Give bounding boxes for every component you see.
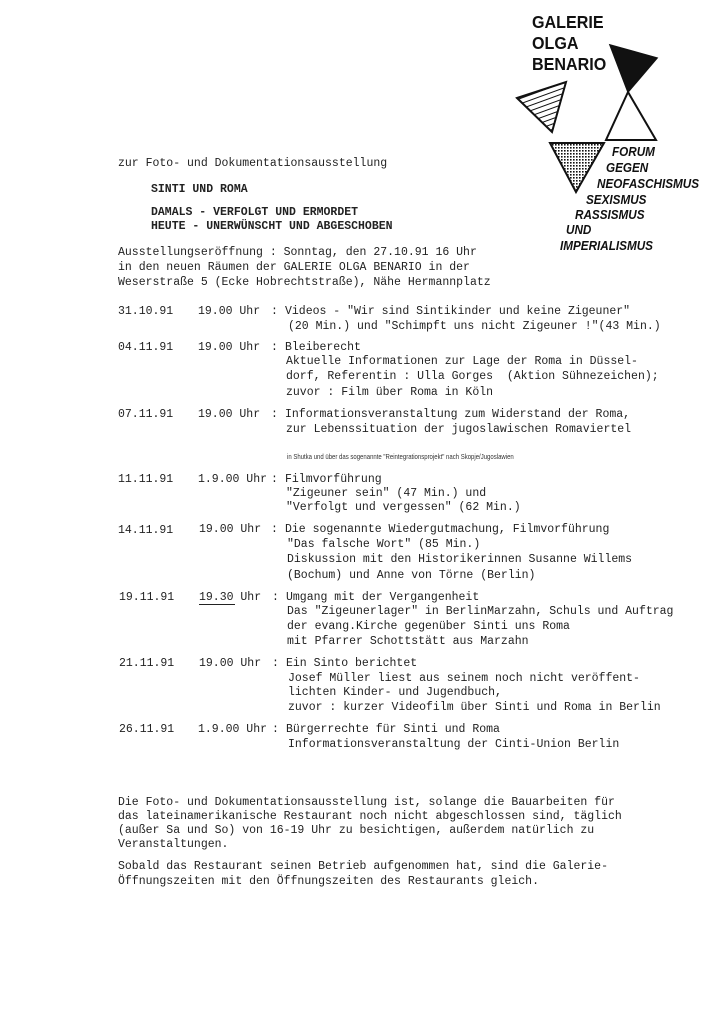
event-time: 19.00 Uhr [199, 523, 262, 536]
event-line: "Zigeuner sein" (47 Min.) und [286, 487, 487, 500]
event-line: zuvor : Film über Roma in Köln [286, 386, 494, 399]
forum-line-7: IMPERIALISMUS [560, 238, 653, 253]
event-line: Informationsveranstaltung der Cinti-Union Berlin [288, 738, 620, 751]
event-line: Umgang mit der Vergangenheit [286, 591, 480, 604]
event-date: 14.11.91 [118, 524, 174, 537]
event-time: 1.9.00 Uhr [198, 723, 268, 736]
logo-line-olga: OLGA [532, 33, 579, 53]
event-line: (Bochum) und Anne von Törne (Berlin) [287, 569, 536, 582]
event-line: zur Lebenssituation der jugoslawischen Romaviertel [286, 423, 632, 436]
event-line: Diskussion mit den Historikerinnen Susanne Willems [287, 553, 633, 566]
event-line: (20 Min.) und "Schimpft uns nicht Zigeuner !"(43 Min.) [288, 320, 661, 333]
event-line: Informationsveranstaltung zum Widerstand der Roma, [285, 408, 631, 421]
event-line: "Das falsche Wort" (85 Min.) [287, 538, 481, 551]
event-separator: : [271, 523, 278, 536]
event-line: der evang.Kirche gegenüber Sinti uns Roma [287, 620, 570, 633]
opening-line-1: Ausstellungseröffnung : Sonntag, den 27.10.91 16 Uhr [118, 246, 477, 259]
logo-line-galerie: GALERIE [532, 12, 604, 32]
event-line: Das "Zigeunerlager" in BerlinMarzahn, Schuls und Auftrag [287, 605, 674, 618]
footer-line: (außer Sa und So) von 16-19 Uhr zu besichtigen, außerdem natürlich zu [118, 824, 595, 837]
event-time: 1.9.00 Uhr [198, 473, 268, 486]
time-underline [199, 604, 235, 605]
event-date: 21.11.91 [119, 657, 175, 670]
forum-line-2: GEGEN [606, 160, 649, 175]
footer-line: Sobald das Restaurant seinen Betrieb aufgenommen hat, sind die Galerie- [118, 860, 608, 873]
event-separator: : [272, 723, 279, 736]
event-line: Ein Sinto berichtet [286, 657, 418, 670]
event-line: Bürgerrechte für Sinti und Roma [286, 723, 500, 736]
exhibition-title: SINTI UND ROMA [151, 183, 248, 196]
intro-line: zur Foto- und Dokumentationsausstellung [118, 157, 388, 170]
event-time: 19.00 Uhr [199, 657, 262, 670]
forum-line-1: FORUM [612, 144, 655, 159]
footer-line: Die Foto- und Dokumentationsausstellung ist, solange die Bauarbeiten für [118, 796, 615, 809]
handwritten-note: in Shutka und über das sogenannte "Reintegrationsprojekt" nach Skopje/Jugoslawien [287, 452, 514, 461]
event-date: 04.11.91 [118, 341, 174, 354]
logo-line-benario: BENARIO [532, 54, 607, 74]
event-separator: : [272, 657, 279, 670]
event-line: Aktuelle Informationen zur Lage der Roma in Düssel- [286, 355, 638, 368]
event-line: dorf, Referentin : Ulla Gorges (Aktion Sühnezeichen); [286, 370, 659, 383]
event-line: Filmvorführung [285, 473, 382, 486]
event-date: 19.11.91 [119, 591, 175, 604]
event-line: Bleiberecht [285, 341, 361, 354]
footer-line: Veranstaltungen. [118, 838, 229, 851]
event-line: Die sogenannte Wiedergutmachung, Filmvorführung [285, 523, 610, 536]
event-line: "Verfolgt und vergessen" (62 Min.) [286, 501, 521, 514]
event-time: 19.30 Uhr [199, 591, 262, 604]
event-separator: : [271, 341, 278, 354]
event-separator: : [271, 473, 278, 486]
forum-line-3: NEOFASCHISMUS [597, 176, 700, 191]
event-time: 19.00 Uhr [198, 341, 261, 354]
event-line: lichten Kinder- und Jugendbuch, [288, 686, 502, 699]
exhibition-subtitle-2: HEUTE - UNERWÜNSCHT UND ABGESCHOBEN [151, 220, 393, 233]
event-date: 26.11.91 [119, 723, 175, 736]
event-line: Josef Müller liest aus seinem noch nicht veröffent- [288, 672, 640, 685]
forum-line-6: UND [566, 222, 592, 237]
exhibition-subtitle-1: DAMALS - VERFOLGT UND ERMORDET [151, 206, 359, 219]
forum-line-4: SEXISMUS [586, 192, 647, 207]
footer-line: das lateinamerikanische Restaurant noch nicht abgeschlossen sind, täglich [118, 810, 622, 823]
event-line: mit Pfarrer Schottstätt aus Marzahn [287, 635, 529, 648]
event-line: zuvor : kurzer Videofilm über Sinti und Roma in Berlin [288, 701, 661, 714]
footer-line: Öffnungszeiten mit den Öffnungszeiten des Restaurants gleich. [118, 875, 539, 888]
event-line: Videos - "Wir sind Sintikinder und keine Zigeuner" [285, 305, 631, 318]
event-time: 19.00 Uhr [198, 408, 261, 421]
event-separator: : [271, 408, 278, 421]
opening-line-2: in den neuen Räumen der GALERIE OLGA BENARIO in der [118, 261, 470, 274]
event-date: 31.10.91 [118, 305, 174, 318]
forum-line-5: RASSISMUS [575, 207, 645, 222]
event-separator: : [271, 305, 278, 318]
event-date: 11.11.91 [118, 473, 174, 486]
event-time: 19.00 Uhr [198, 305, 261, 318]
opening-line-3: Weserstraße 5 (Ecke Hobrechtstraße), Nähe Hermannplatz [118, 276, 491, 289]
event-date: 07.11.91 [118, 408, 174, 421]
event-separator: : [272, 591, 279, 604]
